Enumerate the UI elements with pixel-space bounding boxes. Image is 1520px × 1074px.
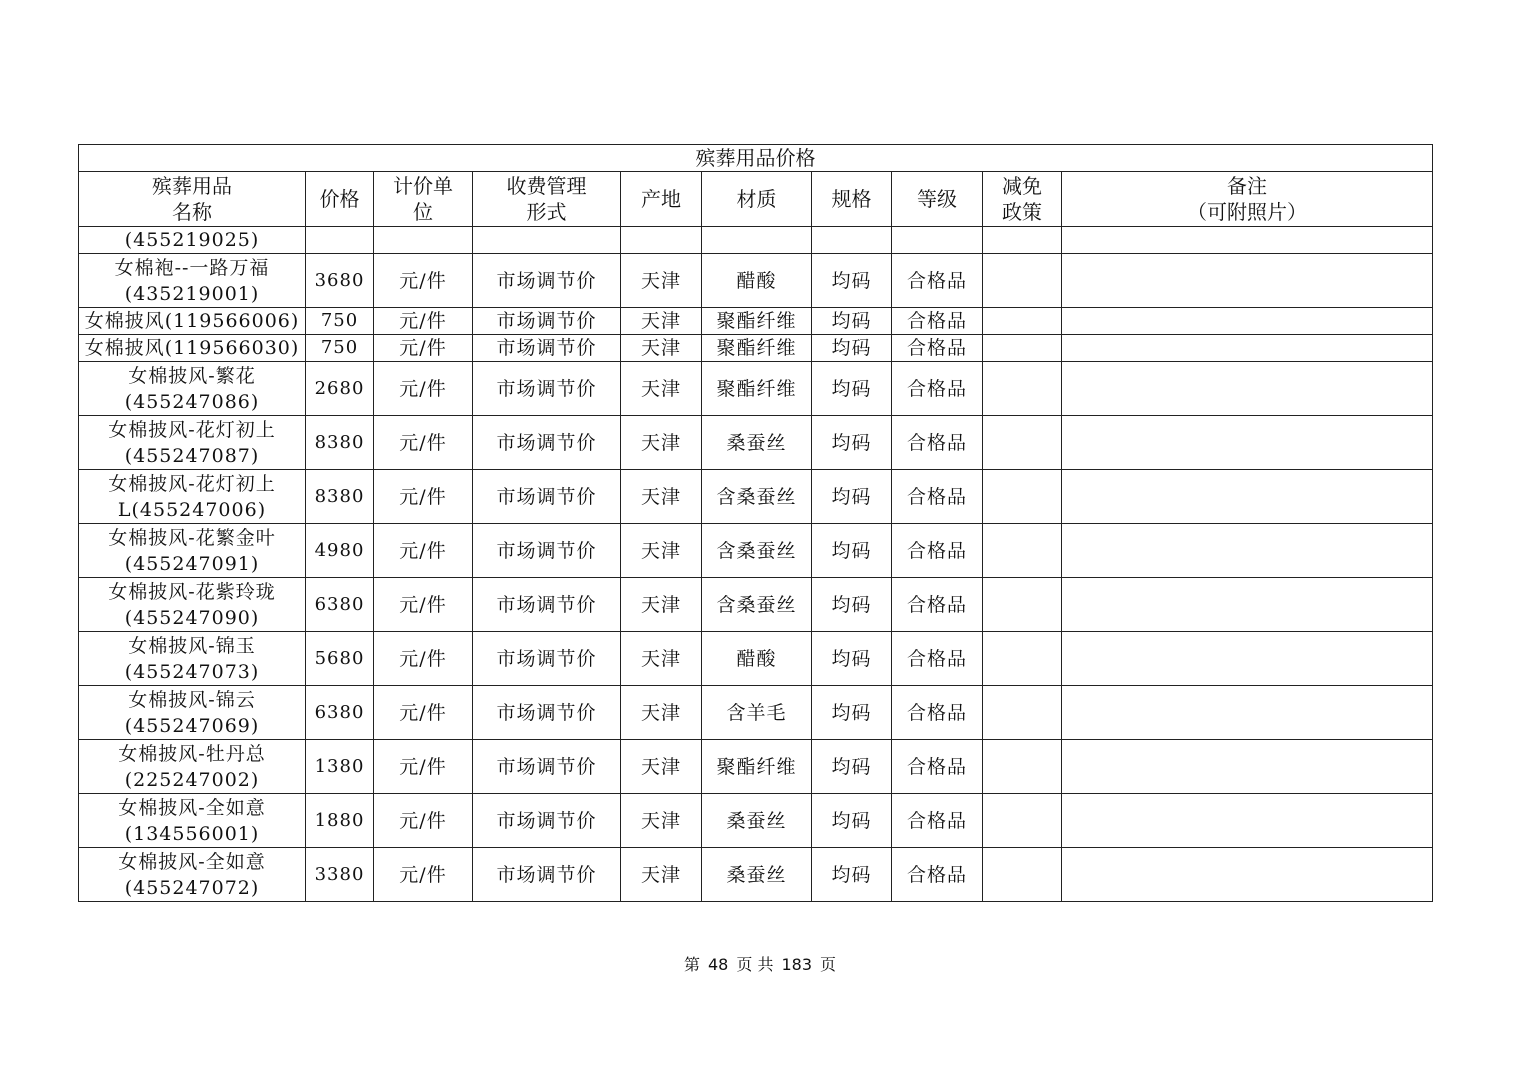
cell-size xyxy=(812,227,892,254)
cell-price: 3680 xyxy=(306,254,374,308)
cell-origin: 天津 xyxy=(621,740,702,794)
table-row xyxy=(79,308,1433,335)
cell-remarks xyxy=(1062,308,1433,335)
cell-size: 均码 xyxy=(812,524,892,578)
cell-size: 均码 xyxy=(812,686,892,740)
cell-unit xyxy=(374,227,473,254)
cell-size: 均码 xyxy=(812,416,892,470)
cell-unit: 元/件 xyxy=(374,848,473,902)
cell-material: 含桑蚕丝 xyxy=(702,524,812,578)
footer-total-pages: 183 xyxy=(781,955,812,974)
cell-product-name: 女棉披风-全如意 (134556001) xyxy=(79,794,306,848)
cell-product-name: 女棉披风-繁花 (455247086) xyxy=(79,362,306,416)
cell-material: 醋酸 xyxy=(702,632,812,686)
cell-discount-policy xyxy=(983,848,1062,902)
cell-unit: 元/件 xyxy=(374,308,473,335)
cell-grade: 合格品 xyxy=(892,254,983,308)
footer-current-page: 48 xyxy=(708,955,729,974)
cell-price: 2680 xyxy=(306,362,374,416)
cell-size: 均码 xyxy=(812,632,892,686)
cell-price: 6380 xyxy=(306,686,374,740)
footer-suffix: 页 xyxy=(820,955,837,974)
cell-unit: 元/件 xyxy=(374,254,473,308)
cell-price: 3380 xyxy=(306,848,374,902)
cell-product-name: 女棉披风-花紫玲珑 (455247090) xyxy=(79,578,306,632)
cell-material: 含羊毛 xyxy=(702,686,812,740)
table-row xyxy=(79,578,1433,632)
cell-fee-type: 市场调节价 xyxy=(473,686,621,740)
cell-unit: 元/件 xyxy=(374,470,473,524)
footer-middle: 页 共 xyxy=(736,955,774,974)
cell-fee-type: 市场调节价 xyxy=(473,632,621,686)
cell-unit: 元/件 xyxy=(374,740,473,794)
cell-unit: 元/件 xyxy=(374,416,473,470)
cell-fee-type: 市场调节价 xyxy=(473,416,621,470)
cell-fee-type xyxy=(473,227,621,254)
cell-fee-type: 市场调节价 xyxy=(473,578,621,632)
page-footer xyxy=(0,954,1520,976)
cell-price: 6380 xyxy=(306,578,374,632)
cell-fee-type: 市场调节价 xyxy=(473,740,621,794)
table-row xyxy=(79,470,1433,524)
cell-origin: 天津 xyxy=(621,578,702,632)
cell-fee-type: 市场调节价 xyxy=(473,794,621,848)
cell-discount-policy xyxy=(983,362,1062,416)
cell-grade xyxy=(892,227,983,254)
cell-material: 聚酯纤维 xyxy=(702,308,812,335)
cell-origin: 天津 xyxy=(621,254,702,308)
cell-remarks xyxy=(1062,416,1433,470)
table-row xyxy=(79,794,1433,848)
cell-discount-policy xyxy=(983,686,1062,740)
cell-remarks xyxy=(1062,632,1433,686)
cell-material: 聚酯纤维 xyxy=(702,740,812,794)
cell-price: 750 xyxy=(306,308,374,335)
cell-size: 均码 xyxy=(812,335,892,362)
table-row xyxy=(79,686,1433,740)
cell-product-name: 女棉披风-花灯初上 L(455247006) xyxy=(79,470,306,524)
cell-price: 8380 xyxy=(306,416,374,470)
header-unit: 计价单 位 xyxy=(374,172,473,227)
cell-material: 聚酯纤维 xyxy=(702,362,812,416)
cell-grade: 合格品 xyxy=(892,794,983,848)
header-discount-policy: 减免 政策 xyxy=(983,172,1062,227)
cell-price: 1880 xyxy=(306,794,374,848)
cell-unit: 元/件 xyxy=(374,794,473,848)
cell-material: 聚酯纤维 xyxy=(702,335,812,362)
cell-price: 750 xyxy=(306,335,374,362)
footer-prefix: 第 xyxy=(683,955,700,974)
table-title-row xyxy=(79,145,1433,172)
header-grade: 等级 xyxy=(892,172,983,227)
cell-origin: 天津 xyxy=(621,470,702,524)
cell-size: 均码 xyxy=(812,794,892,848)
cell-material: 桑蚕丝 xyxy=(702,794,812,848)
cell-grade: 合格品 xyxy=(892,686,983,740)
cell-fee-type: 市场调节价 xyxy=(473,470,621,524)
cell-origin: 天津 xyxy=(621,362,702,416)
cell-origin: 天津 xyxy=(621,524,702,578)
cell-discount-policy xyxy=(983,794,1062,848)
cell-fee-type: 市场调节价 xyxy=(473,335,621,362)
header-price: 价格 xyxy=(306,172,374,227)
header-size: 规格 xyxy=(812,172,892,227)
cell-remarks xyxy=(1062,335,1433,362)
cell-grade: 合格品 xyxy=(892,362,983,416)
cell-discount-policy xyxy=(983,632,1062,686)
cell-origin: 天津 xyxy=(621,335,702,362)
cell-grade: 合格品 xyxy=(892,308,983,335)
cell-discount-policy xyxy=(983,524,1062,578)
cell-grade: 合格品 xyxy=(892,848,983,902)
cell-remarks xyxy=(1062,794,1433,848)
cell-price: 8380 xyxy=(306,470,374,524)
cell-fee-type: 市场调节价 xyxy=(473,254,621,308)
cell-discount-policy xyxy=(983,308,1062,335)
cell-remarks xyxy=(1062,254,1433,308)
header-fee-type: 收费管理 形式 xyxy=(473,172,621,227)
cell-fee-type: 市场调节价 xyxy=(473,308,621,335)
cell-fee-type: 市场调节价 xyxy=(473,362,621,416)
cell-size: 均码 xyxy=(812,470,892,524)
header-product-name: 殡葬用品 名称 xyxy=(79,172,306,227)
cell-material: 桑蚕丝 xyxy=(702,416,812,470)
table-title: 殡葬用品价格 xyxy=(79,145,1433,172)
header-material: 材质 xyxy=(702,172,812,227)
cell-grade: 合格品 xyxy=(892,578,983,632)
cell-size: 均码 xyxy=(812,362,892,416)
cell-product-name: 女棉披风-花灯初上 (455247087) xyxy=(79,416,306,470)
cell-remarks xyxy=(1062,848,1433,902)
table-row xyxy=(79,362,1433,416)
cell-size: 均码 xyxy=(812,848,892,902)
cell-origin: 天津 xyxy=(621,308,702,335)
cell-material: 含桑蚕丝 xyxy=(702,470,812,524)
table-row xyxy=(79,227,1433,254)
cell-grade: 合格品 xyxy=(892,470,983,524)
cell-origin: 天津 xyxy=(621,794,702,848)
cell-material: 含桑蚕丝 xyxy=(702,578,812,632)
table-row xyxy=(79,740,1433,794)
table-header-row xyxy=(79,172,1433,227)
header-origin: 产地 xyxy=(621,172,702,227)
cell-material: 醋酸 xyxy=(702,254,812,308)
cell-price: 1380 xyxy=(306,740,374,794)
cell-price: 4980 xyxy=(306,524,374,578)
cell-origin: 天津 xyxy=(621,416,702,470)
cell-remarks xyxy=(1062,470,1433,524)
cell-origin: 天津 xyxy=(621,848,702,902)
cell-product-name: 女棉披风-锦云 (455247069) xyxy=(79,686,306,740)
cell-origin: 天津 xyxy=(621,686,702,740)
cell-discount-policy xyxy=(983,740,1062,794)
cell-size: 均码 xyxy=(812,308,892,335)
cell-price xyxy=(306,227,374,254)
cell-unit: 元/件 xyxy=(374,362,473,416)
cell-product-name: 女棉披风-全如意 (455247072) xyxy=(79,848,306,902)
cell-discount-policy xyxy=(983,227,1062,254)
cell-origin xyxy=(621,227,702,254)
cell-unit: 元/件 xyxy=(374,632,473,686)
cell-product-name: 女棉披风-花繁金叶 (455247091) xyxy=(79,524,306,578)
cell-product-name: 女棉披风-锦玉 (455247073) xyxy=(79,632,306,686)
cell-remarks xyxy=(1062,524,1433,578)
cell-unit: 元/件 xyxy=(374,335,473,362)
cell-discount-policy xyxy=(983,335,1062,362)
cell-product-name: 女棉披风(119566006) xyxy=(79,308,306,335)
table-body xyxy=(79,227,1433,902)
price-table xyxy=(78,144,1433,902)
cell-product-name: 女棉袍--一路万福 (435219001) xyxy=(79,254,306,308)
cell-grade: 合格品 xyxy=(892,335,983,362)
table-row xyxy=(79,524,1433,578)
cell-material: 桑蚕丝 xyxy=(702,848,812,902)
cell-remarks xyxy=(1062,686,1433,740)
header-remarks: 备注 （可附照片） xyxy=(1062,172,1433,227)
cell-product-name: 女棉披风(119566030) xyxy=(79,335,306,362)
table-row xyxy=(79,848,1433,902)
cell-product-name: 女棉披风-牡丹总 (225247002) xyxy=(79,740,306,794)
table-row xyxy=(79,632,1433,686)
cell-remarks xyxy=(1062,227,1433,254)
cell-size: 均码 xyxy=(812,740,892,794)
cell-product-name: (455219025) xyxy=(79,227,306,254)
cell-unit: 元/件 xyxy=(374,524,473,578)
cell-discount-policy xyxy=(983,416,1062,470)
cell-grade: 合格品 xyxy=(892,632,983,686)
table-row xyxy=(79,335,1433,362)
cell-grade: 合格品 xyxy=(892,416,983,470)
table-row xyxy=(79,416,1433,470)
cell-unit: 元/件 xyxy=(374,686,473,740)
table-row xyxy=(79,254,1433,308)
cell-size: 均码 xyxy=(812,578,892,632)
cell-discount-policy xyxy=(983,578,1062,632)
cell-unit: 元/件 xyxy=(374,578,473,632)
cell-price: 5680 xyxy=(306,632,374,686)
cell-remarks xyxy=(1062,740,1433,794)
cell-remarks xyxy=(1062,362,1433,416)
cell-grade: 合格品 xyxy=(892,524,983,578)
cell-remarks xyxy=(1062,578,1433,632)
cell-discount-policy xyxy=(983,254,1062,308)
cell-material xyxy=(702,227,812,254)
cell-size: 均码 xyxy=(812,254,892,308)
cell-fee-type: 市场调节价 xyxy=(473,524,621,578)
cell-origin: 天津 xyxy=(621,632,702,686)
cell-discount-policy xyxy=(983,470,1062,524)
cell-fee-type: 市场调节价 xyxy=(473,848,621,902)
cell-grade: 合格品 xyxy=(892,740,983,794)
